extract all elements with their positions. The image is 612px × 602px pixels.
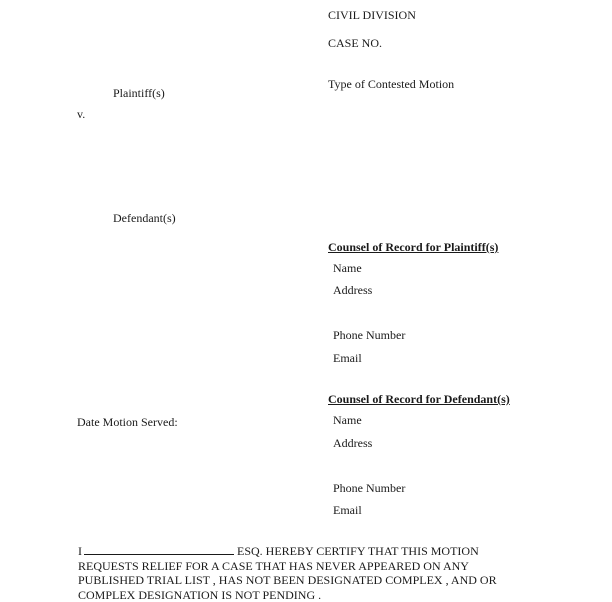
civil-division-label: CIVIL DIVISION [328,8,416,22]
plaintiff-counsel-phone-label: Phone Number [333,328,406,342]
plaintiff-counsel-email-label: Email [333,351,362,365]
plaintiff-counsel-heading: Counsel of Record for Plaintiff(s) [328,240,499,254]
plaintiff-label: Plaintiff(s) [113,86,165,100]
defendant-counsel-email-label: Email [333,503,362,517]
defendant-counsel-heading: Counsel of Record for Defendant(s) [328,392,510,406]
certification-body: ESQ. HEREBY CERTIFY THAT THIS MOTION REQUESTS RELIEF FOR A CASE THAT HAS NEVER APPEARED ON ANY PUBLISHED TRIAL LIST , HAS NOT BEEN DESIGNATED COMPLEX , AND OR COMPLEX DESIGNATION IS NOT PENDING . [78,544,497,602]
defendant-counsel-name-label: Name [333,413,362,427]
contested-motion-type-label: Type of Contested Motion [328,77,455,91]
certification-prefix: I [78,544,82,558]
date-motion-served-label: Date Motion Served: [77,415,178,429]
defendant-counsel-phone-label: Phone Number [333,481,406,495]
plaintiff-counsel-address-label: Address [333,283,373,297]
plaintiff-counsel-name-label: Name [333,261,362,275]
attorney-name-blank-line [84,544,234,555]
versus-label: v. [77,107,86,121]
certification-paragraph [78,544,518,602]
case-number-label: CASE NO. [328,36,383,50]
defendant-label: Defendant(s) [113,211,176,225]
defendant-counsel-address-label: Address [333,436,373,450]
